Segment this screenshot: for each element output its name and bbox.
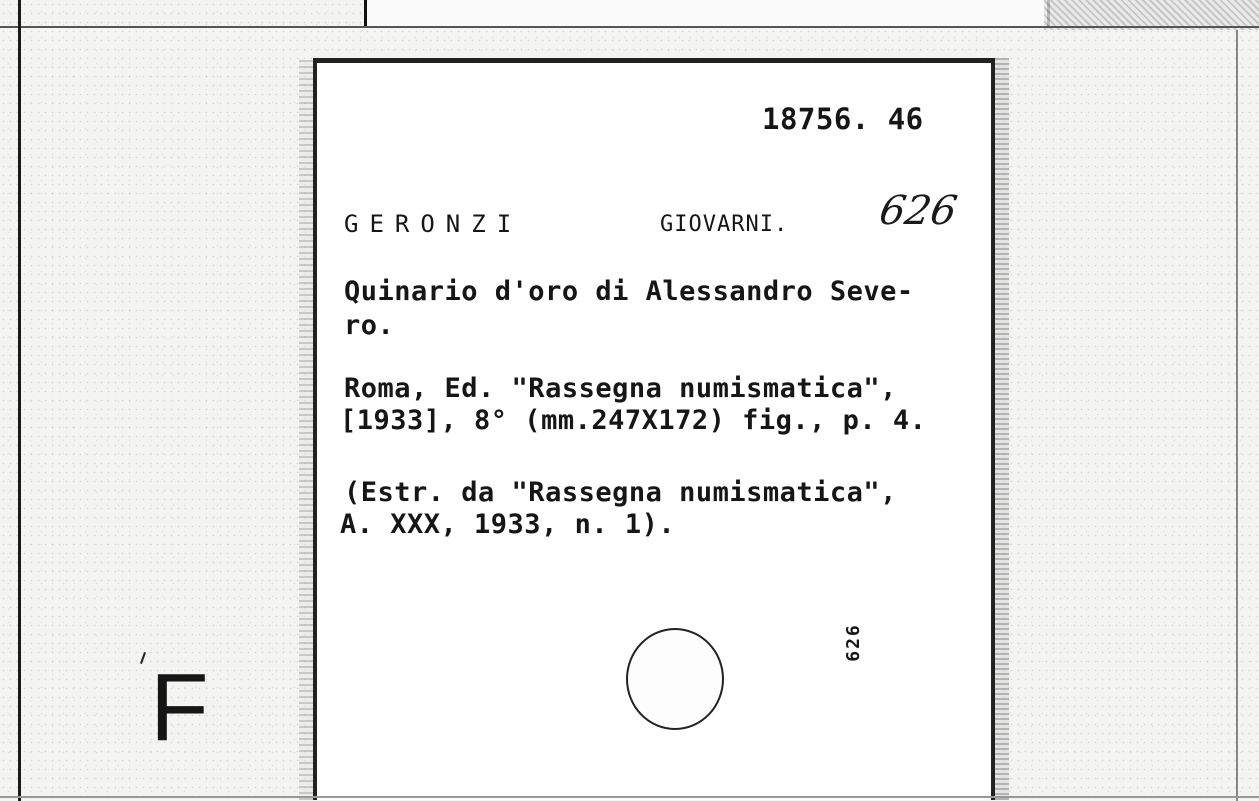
drawer-letter: F xyxy=(150,654,209,761)
right-edge-line xyxy=(1236,30,1238,801)
note-line: A. XXX, 1933, n. 1). xyxy=(340,509,676,540)
vertical-card-number xyxy=(838,612,868,672)
title-line: Quinario d'oro di Alessandro Seve- xyxy=(344,276,914,307)
card-right-shadow xyxy=(995,58,1009,800)
previous-card-strip xyxy=(0,0,1259,30)
author-given-name: GIOVARNI. xyxy=(660,212,789,237)
left-edge-line xyxy=(18,0,21,801)
top-edge-line xyxy=(0,26,1259,28)
vertical-card-number-text: 626 xyxy=(842,622,864,662)
author-surname: GERONZI xyxy=(344,210,523,238)
handwritten-number: 626 xyxy=(875,188,961,234)
catalog-number: 18756. 46 xyxy=(762,102,924,136)
note-line: (Estr. da "Rassegna numismatica", xyxy=(344,477,897,508)
imprint-line: Roma, Ed. "Rassegna numismatica", xyxy=(344,373,897,404)
previous-card-edge xyxy=(364,0,1050,28)
punch-hole xyxy=(626,628,724,730)
title-line: ro. xyxy=(344,310,395,341)
bottom-edge-line xyxy=(0,796,1259,798)
imprint-line: [1933], 8° (mm.247X172) fig., p. 4. xyxy=(340,405,927,436)
card-left-shadow xyxy=(299,60,313,800)
